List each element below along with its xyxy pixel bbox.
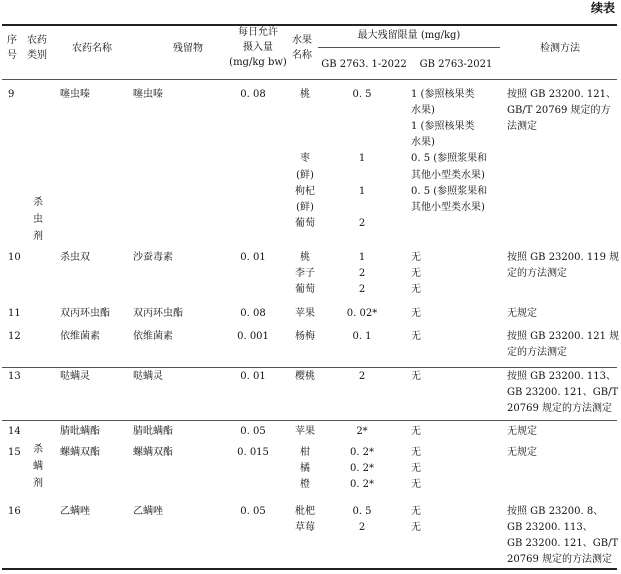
pesticide-name: 噻虫嗪 [60,89,90,100]
adi-value: 0. 015 [237,447,269,458]
method-text: 定的方法测定 [507,347,567,359]
header-adi: 每日允许 摄入量 (mg/kg bw) [229,27,287,68]
method-text: 按照 GB 23200. 8、 [507,506,604,517]
method-text: 按照 GB 23200. 121 规 [507,331,620,342]
mrl-2021-value: 无 [411,463,421,475]
method-text: 20769 规定的方法测定 [507,403,612,415]
mrl-2022-value: 1 [358,185,366,197]
residue-name: 腈吡螨酯 [133,426,173,437]
mrl-2021-value: 水果) [411,105,435,117]
mrl-2022-value: 0. 02* [346,308,378,319]
residue-name: 哒螨灵 [133,371,163,382]
mrl-2021-value: 无 [411,268,421,280]
residue-name: 沙蚕毒素 [133,252,173,263]
header-method: 检测方法 [540,43,580,54]
pesticide-name: 杀虫双 [60,252,90,263]
pesticide-name: 双丙环虫酯 [60,308,110,319]
mrl-2021-value: 0. 5 (参照浆果和 [411,185,488,197]
mrl-2022-value: 2 [358,371,366,382]
table-bottom-rule [2,568,617,570]
method-text: 无规定 [507,426,537,437]
mrl-2022-value: 2* [356,426,368,437]
pesticide-name: 依维菌素 [60,331,100,342]
mrl-sub-rule [318,47,500,48]
mrl-2021-value: 无 [411,371,421,382]
fruit-name: 葡萄 [295,284,315,296]
row-no: 14 [8,426,21,437]
adi-value: 0. 05 [240,426,266,437]
category-insecticide: 杀 虫 剂 [33,197,43,242]
adi-value: 0. 05 [240,506,266,517]
fruit-name: 橙 [300,479,310,491]
mrl-2022-value: 0. 1 [352,331,372,342]
method-text: 无规定 [507,447,537,458]
mrl-2021-value: 无 [411,331,421,342]
mrl-2022-value: 2 [358,217,366,229]
mrl-2022-value: 2 [358,522,366,534]
method-text: GB 23200. 121、GB/T [507,387,619,399]
header-no: 序 号 [7,35,17,61]
header-residue: 残留物 [173,43,203,54]
method-text: GB/T 20769 规定的方 [507,105,611,117]
method-text: GB 23200. 121、GB/T [507,538,619,550]
row-divider [2,367,617,368]
mrl-2022-value: 2 [358,284,366,296]
mrl-2022-value: 2 [358,268,366,280]
mrl-2021-value: 水果) [411,137,435,149]
mrl-2021-value: 1 (参照核果类 [411,121,475,133]
mrl-2022-value: 0. 5 [352,89,372,100]
row-no: 13 [8,371,21,382]
fruit-name: 柑 [300,447,310,458]
header-mrl: 最大残留限量 (mg/kg) [357,30,461,41]
method-text: 定的方法测定 [507,268,567,280]
adi-value: 0. 08 [240,89,266,100]
mrl-2021-value: 无 [411,252,421,263]
fruit-name: 橘 [300,463,310,475]
fruit-name: 樱桃 [295,371,315,382]
pesticide-name: 腈吡螨酯 [60,426,100,437]
fruit-name: 枸杞 [295,185,315,197]
mrl-2021-value: 无 [411,447,421,458]
pesticide-name: 乙螨唑 [60,506,90,517]
category-acaricide: 杀 螨 剂 [33,444,43,489]
mrl-2022-value: 0. 2* [349,463,375,475]
mrl-2021-value: 0. 5 (参照浆果和 [411,153,488,165]
method-text: 按照 GB 23200. 113、 [507,371,616,382]
header-mrl-2021: GB 2763-2021 [419,59,493,70]
mrl-2022-value: 1 [358,153,366,165]
fruit-name: 桃 [300,89,310,100]
fruit-name: 杨梅 [295,331,315,342]
pesticide-name: 哒螨灵 [60,371,90,382]
adi-value: 0. 01 [240,252,266,263]
row-no: 16 [8,506,21,517]
mrl-2021-value: 无 [411,506,421,517]
pesticide-name: 螺螨双酯 [60,447,100,458]
mrl-2021-value: 无 [411,284,421,296]
residue-name: 螺螨双酯 [133,447,173,458]
mrl-2021-value: 其他小型类水果) [411,169,485,181]
fruit-name: (鲜) [296,201,314,213]
table-top-rule [2,24,617,26]
fruit-name: 桃 [300,252,310,263]
method-text: 按照 GB 23200. 121、 [507,89,616,100]
adi-value: 0. 08 [240,308,266,319]
row-no: 11 [8,308,21,319]
method-text: GB 23200. 113、 [507,522,593,534]
header-mrl-2022: GB 2763. 1-2022 [321,59,407,70]
method-text: 20769 规定的方法测定 [507,554,612,566]
adi-value: 0. 001 [237,331,269,342]
row-no: 12 [8,331,21,342]
header-bottom-rule [2,79,617,80]
row-divider [2,420,617,421]
header-fruit: 水果 名称 [292,35,312,61]
adi-value: 0. 01 [240,371,266,382]
row-no: 9 [8,89,15,100]
method-text: 无规定 [507,308,537,319]
residue-name: 双丙环虫酯 [133,308,183,319]
mrl-2021-value: 1 (参照核果类 [411,89,475,100]
fruit-name: 苹果 [295,426,315,437]
mrl-2021-value: 其他小型类水果) [411,201,485,213]
mrl-2022-value: 0. 5 [352,506,372,517]
mrl-2021-value: 无 [411,522,421,534]
mrl-2021-value: 无 [411,308,421,319]
continued-label: 续表 [590,1,615,15]
fruit-name: 苹果 [295,308,315,319]
mrl-2022-value: 0. 2* [349,479,375,491]
mrl-2021-value: 无 [411,426,421,437]
method-text: 按照 GB 23200. 119 规 [507,252,620,263]
fruit-name: 草莓 [295,522,315,534]
row-no: 15 [8,447,21,458]
residue-name: 噻虫嗪 [133,89,163,100]
mrl-2022-value: 1 [358,252,366,263]
fruit-name: (鲜) [296,169,314,181]
fruit-name: 枇杷 [295,506,315,517]
fruit-name: 李子 [295,268,315,280]
mrl-2021-value: 无 [411,479,421,491]
fruit-name: 葡萄 [295,217,315,229]
header-category: 农药 类别 [27,35,47,61]
fruit-name: 枣 [300,153,310,165]
method-text: 法测定 [507,121,537,133]
residue-name: 依维菌素 [133,331,173,342]
residue-name: 乙螨唑 [133,506,163,517]
row-no: 10 [8,252,21,263]
mrl-2022-value: 0. 2* [349,447,375,458]
header-pesticide: 农药名称 [72,43,112,54]
